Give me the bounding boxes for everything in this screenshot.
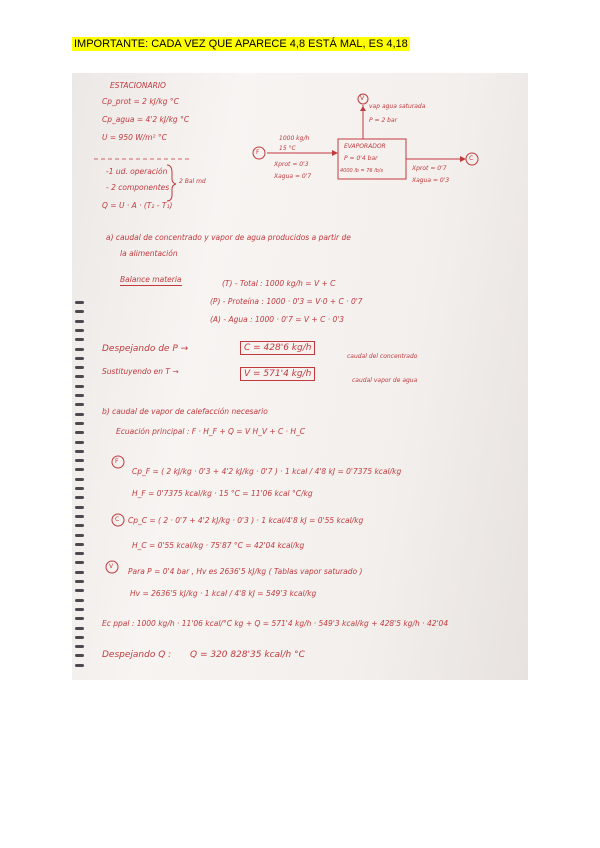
balance-row: (P) - Proteína : 1000 · 0'3 = V·0 + C · 0'7 — [210, 297, 363, 306]
evaporator-title: EVAPORADOR — [344, 143, 386, 150]
f-cp-line: Cp_F = ( 2 kJ/kg · 0'3 + 4'2 kJ/kg · 0'7 ) · 1 kcal / 4'8 kJ = 0'7375 kcal/kg — [132, 467, 402, 476]
c-result-box: C = 428'6 kg/h — [240, 341, 315, 355]
feed-flow: 1000 kg/h — [279, 135, 310, 142]
part-a-heading-cont: la alimentación — [120, 249, 178, 258]
c-circle-label: C — [115, 516, 120, 523]
c-cp-line: Cp_C = ( 2 · 0'7 + 4'2 kJ/kg · 0'3 ) · 1 kcal/4'8 kJ = 0'55 kcal/kg — [128, 516, 364, 525]
vapor-text: vap agua saturada — [369, 103, 426, 110]
brace-result: 2 Bal md — [179, 178, 206, 185]
c-h-line: H_C = 0'55 kcal/kg · 75'87 °C = 42'04 kcal/kg — [132, 541, 305, 550]
balance-label: Balance materia — [120, 275, 182, 284]
given-line: U = 950 W/m² °C — [102, 133, 167, 142]
main-equation: Ecuación principal : F · H_F + Q = V H_V + C · H_C — [116, 427, 306, 436]
warning-banner: IMPORTANTE: CADA VEZ QUE APARECE 4,8 ESTÁ MAL, ES 4,18 — [74, 38, 408, 50]
feed-xagua: Xagua = 0'7 — [274, 173, 312, 180]
brace-line: - 2 componentes — [106, 183, 170, 192]
given-line: Cp_prot = 2 kJ/kg °C — [102, 97, 179, 106]
part-b-heading: b) caudal de vapor de calefacción necesario — [102, 407, 268, 416]
f-h-line: H_F = 0'7375 kcal/kg · 15 °C = 11'06 kcal °C/kg — [132, 489, 313, 498]
v-para-line: Para P = 0'4 bar , Hv es 2636'5 kJ/kg ( Tablas vapor saturado ) — [128, 567, 363, 576]
vapor-circle-label: V — [360, 95, 365, 102]
handwritten-notes-photo — [72, 73, 528, 680]
feed-temp: 15 °C — [279, 145, 296, 152]
desp-q-label: Despejando Q : — [102, 650, 172, 660]
v-h-line: Hv = 2636'5 kJ/kg · 1 kcal / 4'8 kJ = 549'3 kcal/kg — [130, 589, 317, 598]
v-result-text: caudal vapor de agua — [352, 377, 418, 384]
desp-label: Despejando de P → — [102, 344, 189, 354]
brace-line: -1 ud. operación — [106, 167, 168, 176]
v-result-box: V = 571'4 kg/h — [240, 367, 315, 381]
title-estacionario: ESTACIONARIO — [110, 81, 166, 90]
conc-xagua: Xagua = 0'3 — [412, 177, 450, 184]
q-result: Q = 320 828'35 kcal/h °C — [190, 650, 305, 660]
f-circle-label: F — [115, 458, 119, 465]
vapor-pressure: P = 2 bar — [369, 117, 398, 124]
feed-circle-label: F — [256, 149, 260, 156]
evaporator-note: 4000 lb = 76 lb/s — [340, 168, 384, 174]
given-line: Cp_agua = 4'2 kJ/kg °C — [102, 115, 190, 124]
v-circle-label: V — [109, 563, 114, 570]
ec-ppal-line: Ec ppal : 1000 kg/h · 11'06 kcal/°C kg + Q = 571'4 kg/h · 549'3 kcal/kg + 428'5 kg/h · 42'04 — [102, 619, 449, 628]
sust-label: Sustituyendo en T → — [102, 367, 179, 376]
part-a-heading: a) caudal de concentrado y vapor de agua producidos a partir de — [106, 233, 351, 242]
balance-row: (A) - Agua : 1000 · 0'7 = V + C · 0'3 — [210, 315, 345, 324]
feed-xprot: Xprot = 0'3 — [274, 161, 309, 168]
conc-xprot: Xprot = 0'7 — [412, 165, 447, 172]
evaporator-pressure: P = 0'4 bar — [344, 155, 378, 162]
conc-circle-label: C — [469, 155, 474, 162]
q-formula: Q = U · A · (T₂ - T₁) — [102, 201, 173, 210]
c-result-text: caudal del concentrado — [347, 353, 418, 360]
balance-row: (T) - Total : 1000 kg/h = V + C — [222, 279, 336, 288]
